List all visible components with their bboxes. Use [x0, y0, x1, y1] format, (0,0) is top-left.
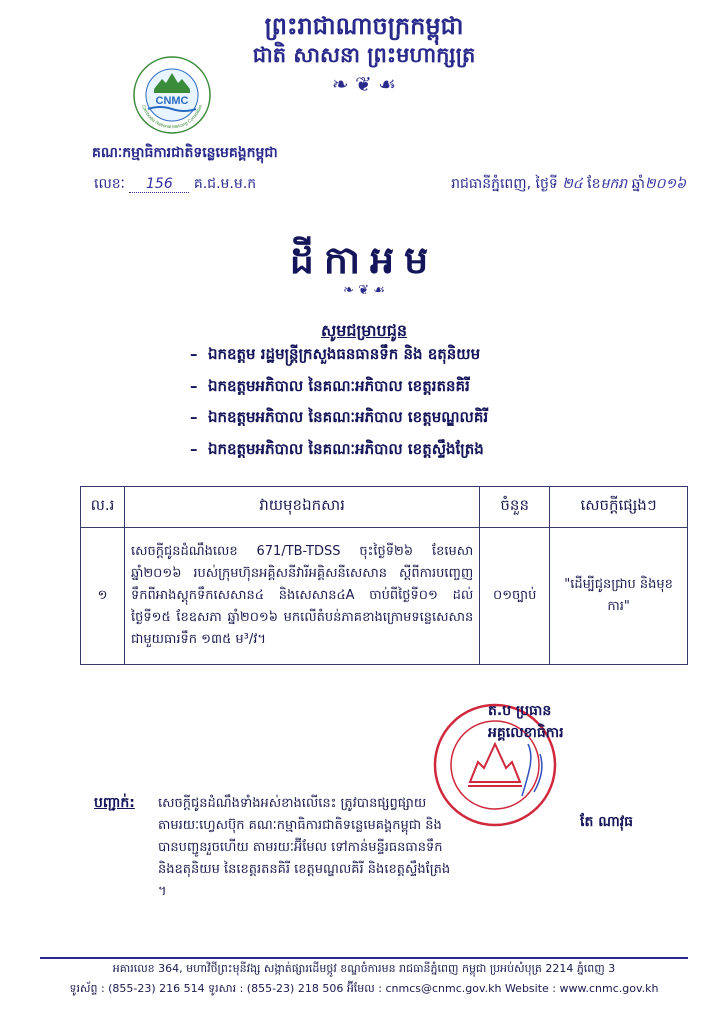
- date-prefix: រាជធានីភ្នំពេញ, ថ្ងៃទី: [451, 176, 558, 192]
- reference-suffix: គ.ជ.ម.ម.ក: [193, 176, 257, 192]
- recipients-heading: សូមជម្រាបជូន: [320, 321, 407, 340]
- logo-text: CNMC: [155, 95, 189, 107]
- reference-label: លេខៈ: [94, 176, 125, 192]
- note-text: សេចក្តីជូនដំណឹងទាំងអស់ខាងលើនេះ ត្រូវបានផ្សព្វផ្សាយតាមរយៈហ្វេសប៊ុក គណៈកម្មាធិការជាតិទន្លេមេគង្គកម្ពុជា និងបានបញ្ជូនរួចហើយ តាមរយៈអ៊ីមែល ទៅកាន់មន្ទីរធនធានទឹក និងឧតុនិយម នៃខេត្តរតនគិរី ខេត្តមណ្ឌលគិរី និងខេត្តស្ទឹងត្រែង ។: [158, 796, 451, 899]
- table-row: [81, 528, 688, 665]
- recipient-item: – ឯកឧត្តមអភិបាល នៃគណៈអភិបាល ខេត្តរតនគិរី: [190, 377, 470, 395]
- title-ornament: ❧ ❦ ☙: [343, 283, 385, 298]
- signatory-title-line1: ត.ប ប្រធាន: [488, 703, 552, 719]
- organization-name: គណៈកម្មាធិការជាតិទន្លេមេគង្គកម្ពុជា: [92, 145, 278, 161]
- date-year: ២០១៦: [644, 176, 686, 192]
- row-number: ១: [81, 528, 125, 665]
- date-month-label: ខែ: [587, 176, 601, 192]
- note-label: បញ្ជាក់:: [94, 795, 135, 811]
- kingdom-heading: ព្រះរាជាណាចក្រកម្ពុជា: [264, 12, 464, 40]
- documents-table: [80, 486, 688, 665]
- table-header-row: [81, 487, 688, 528]
- signatory-title: [488, 700, 564, 744]
- date-month: មករា: [600, 176, 628, 192]
- row-quantity: ០១ច្បាប់: [480, 528, 550, 665]
- date-year-label: ឆ្នាំ: [631, 176, 645, 192]
- signatory-title-line2: អគ្គលេខាធិការ: [488, 725, 564, 741]
- row-remark: "ដើម្បីជូនជ្រាប និងមុខការ": [550, 528, 688, 665]
- logo-caption: Cambodia National Mekong Committee: [141, 104, 203, 130]
- seal-temple-icon: [470, 744, 520, 782]
- header-quantity: ចំនួន: [480, 487, 550, 528]
- recipient-item: – ឯកឧត្តមអភិបាល នៃគណៈអភិបាល ខេត្តស្ទឹងត្រែង: [190, 440, 484, 458]
- header-remarks: សេចក្តីផ្សេងៗ: [550, 487, 688, 528]
- cnmc-logo: [132, 55, 212, 135]
- header-ornament: ❧ ❦ ☙: [331, 72, 397, 96]
- national-motto: ជាតិ សាសនា ព្រះមហាក្សត្រ: [252, 43, 476, 67]
- row-document-description: សេចក្តីជូនដំណឹងលេខ 671/TB-TDSS ចុះថ្ងៃទី២៦ ខែមេសា ឆ្នាំ២០១៦ របស់ក្រុមហ៊ុនអគ្គិសនីវារីអគ្គិសនីសេសាន ស្តីពីការបញ្ចេញទឹកពីអាងស្តុកទឹកសេសាន៤ និងសេសាន៤A ចាប់ពីថ្ងៃទី០១ ដល់ ថ្ងៃទី១៥ ខែឧសភា ឆ្នាំ២០១៦ មកលើតំបន់ភាគខាងក្រោមទន្លេសេសាន ជាមួយធារទឹក ១៣៥ ម³/វ។: [124, 528, 479, 665]
- header-document: វាយមុខឯកសារ: [124, 487, 479, 528]
- header-number: ល.រ: [81, 487, 125, 528]
- recipient-item: – ឯកឧត្តម រដ្ឋមន្ត្រីក្រសួងធនធានទឹក និង ឧតុនិយម: [190, 345, 481, 363]
- footer-address: អគារលេខ 364, មហាវិថីព្រះមុនីវង្ស សង្កាត់ផ្សារដើមថ្កូវ ខណ្ឌចំការមន រាជធានីភ្នំពេញ កម្ពុជា ប្រអប់សំបុត្រ 2214 ភ្នំពេញ 3: [112, 962, 616, 975]
- date-line: [451, 174, 686, 195]
- recipient-item: – ឯកឧត្តមអភិបាល នៃគណៈអភិបាល ខេត្តមណ្ឌលគិរី: [190, 408, 489, 426]
- footer-divider: [40, 957, 688, 959]
- date-day: ២៤: [562, 176, 583, 192]
- document-title: ដីកាអម: [289, 238, 439, 282]
- reference-line: [94, 174, 256, 195]
- footer-contact: ទូរស័ព្ទ : (855-23) 216 514 ទូរសារ : (855-23) 218 506 អ៊ីមែល : cnmcs@cnmc.gov.kh Website : www.cnmc.gov.kh: [69, 982, 659, 995]
- signatory-name: តែ ណាវុធ: [580, 814, 634, 830]
- reference-number: 156: [129, 176, 189, 193]
